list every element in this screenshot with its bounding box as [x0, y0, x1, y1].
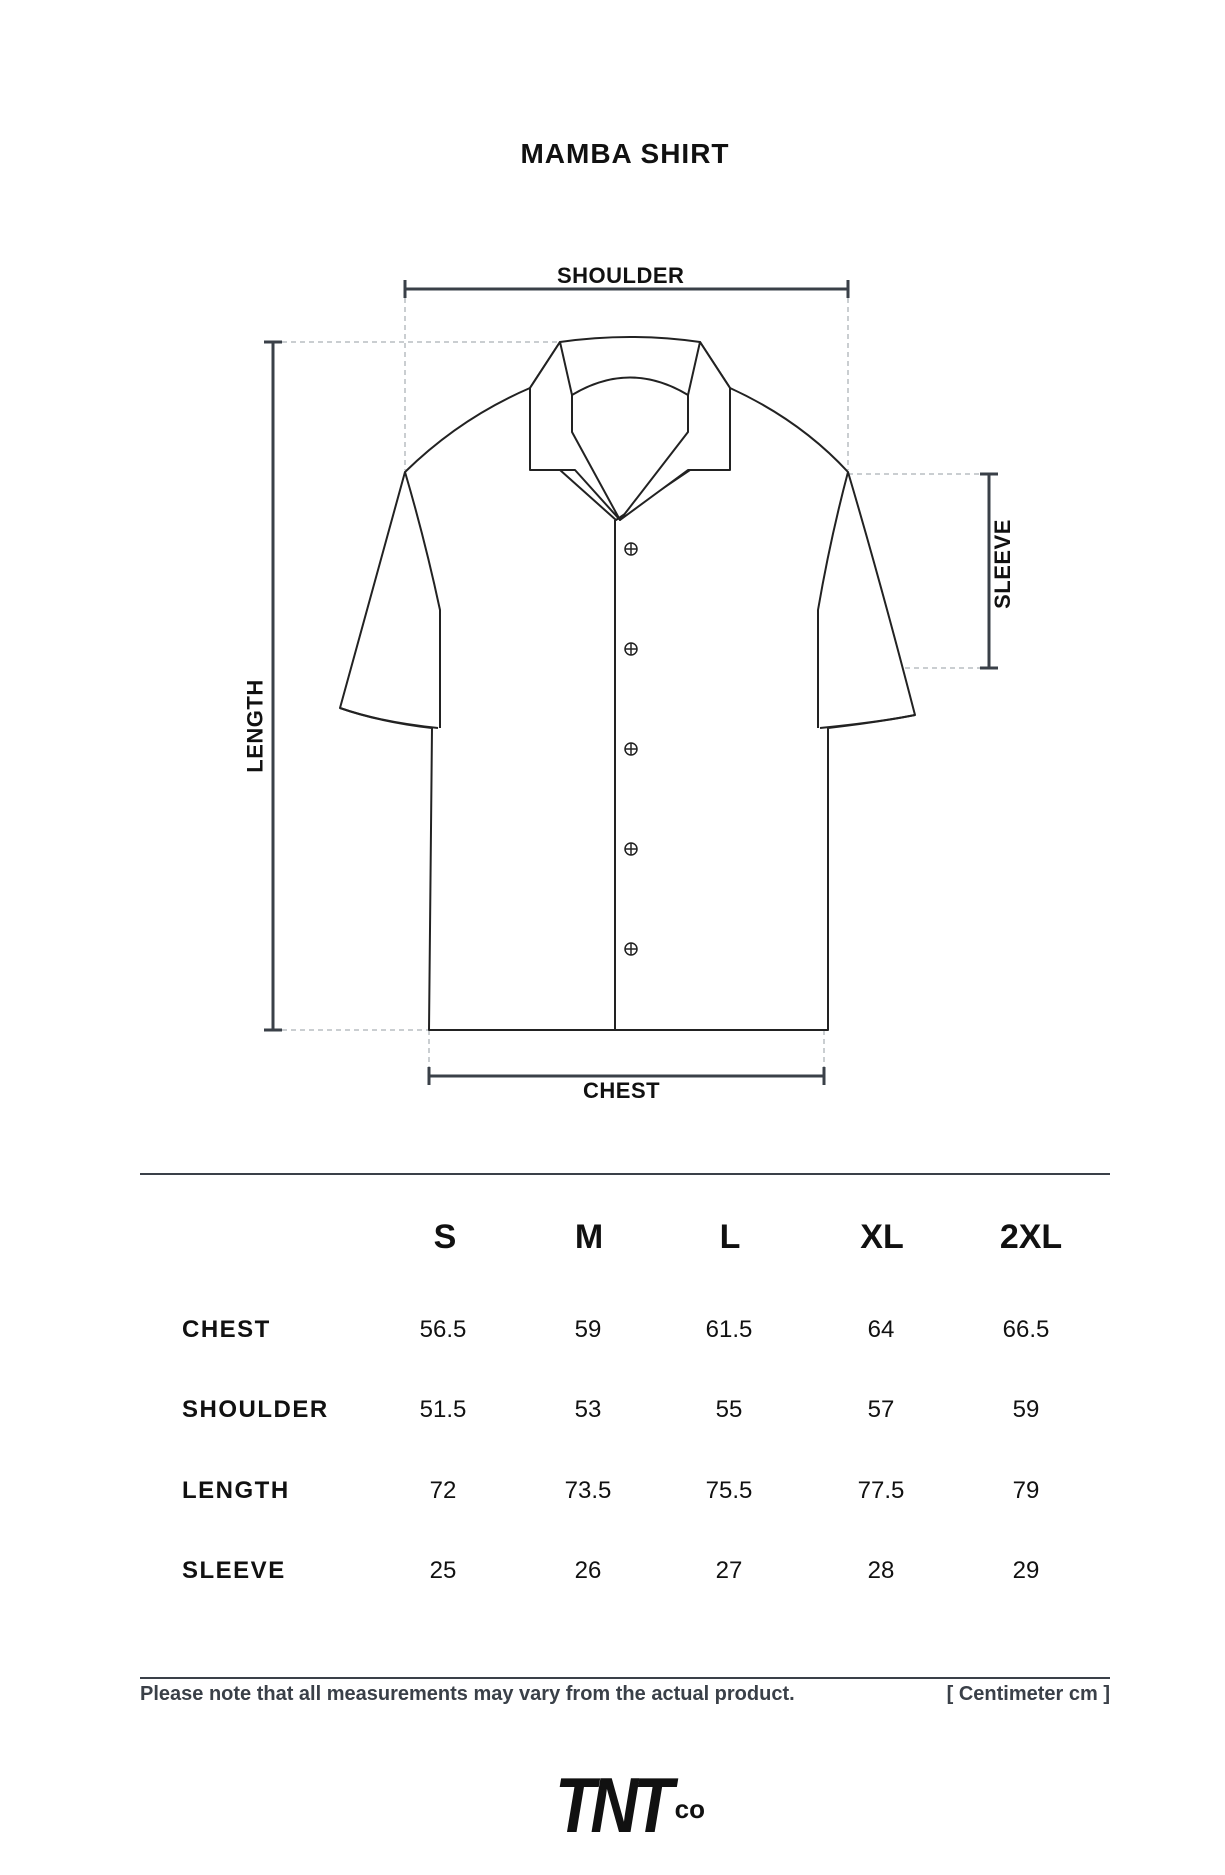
- shoulder-label: SHOULDER: [557, 263, 685, 288]
- size-header-s: S: [433, 1218, 457, 1256]
- sleeve-label: SLEEVE: [989, 519, 1015, 609]
- size-header-m: M: [574, 1218, 604, 1256]
- table-cell: 53: [574, 1396, 602, 1423]
- table-cell: 29: [1012, 1557, 1040, 1584]
- table-cell: 59: [1012, 1396, 1040, 1423]
- table-cell: 77.5: [857, 1477, 905, 1504]
- unit-note: [ Centimeter cm ]: [946, 1683, 1110, 1705]
- footer-divider: [140, 1677, 1110, 1679]
- row-label-length: LENGTH: [182, 1477, 290, 1504]
- size-header-xl: XL: [860, 1218, 904, 1256]
- table-cell: 72: [429, 1477, 457, 1504]
- size-header-2xl: 2XL: [999, 1218, 1063, 1256]
- table-cell: 66.5: [1002, 1316, 1050, 1343]
- table-cell: 59: [574, 1316, 602, 1343]
- table-cell: 64: [867, 1316, 895, 1343]
- row-label-chest: CHEST: [182, 1316, 271, 1343]
- brand-logo-main: TNT: [555, 1761, 669, 1849]
- page-title: MAMBA SHIRT: [520, 138, 730, 169]
- table-cell: 73.5: [564, 1477, 612, 1504]
- row-label-shoulder: SHOULDER: [182, 1396, 329, 1423]
- table-top-divider: [140, 1173, 1110, 1175]
- table-cell: 51.5: [419, 1396, 467, 1423]
- table-cell: 26: [574, 1557, 602, 1584]
- table-cell: 55: [715, 1396, 743, 1423]
- table-cell: 25: [429, 1557, 457, 1584]
- size-header-l: L: [719, 1218, 741, 1256]
- chest-label: CHEST: [583, 1078, 661, 1103]
- length-label: LENGTH: [242, 679, 268, 773]
- row-label-sleeve: SLEEVE: [182, 1557, 286, 1584]
- brand-logo-suffix: co: [674, 1794, 705, 1824]
- table-cell: 28: [867, 1557, 895, 1584]
- table-cell: 75.5: [705, 1477, 753, 1504]
- table-cell: 79: [1012, 1477, 1040, 1504]
- measurement-note: Please note that all measurements may vary from the actual product.: [140, 1683, 795, 1705]
- table-cell: 57: [867, 1396, 895, 1423]
- table-cell: 56.5: [419, 1316, 467, 1343]
- table-cell: 27: [715, 1557, 743, 1584]
- table-cell: 61.5: [705, 1316, 753, 1343]
- brand-logo: [555, 1760, 719, 1851]
